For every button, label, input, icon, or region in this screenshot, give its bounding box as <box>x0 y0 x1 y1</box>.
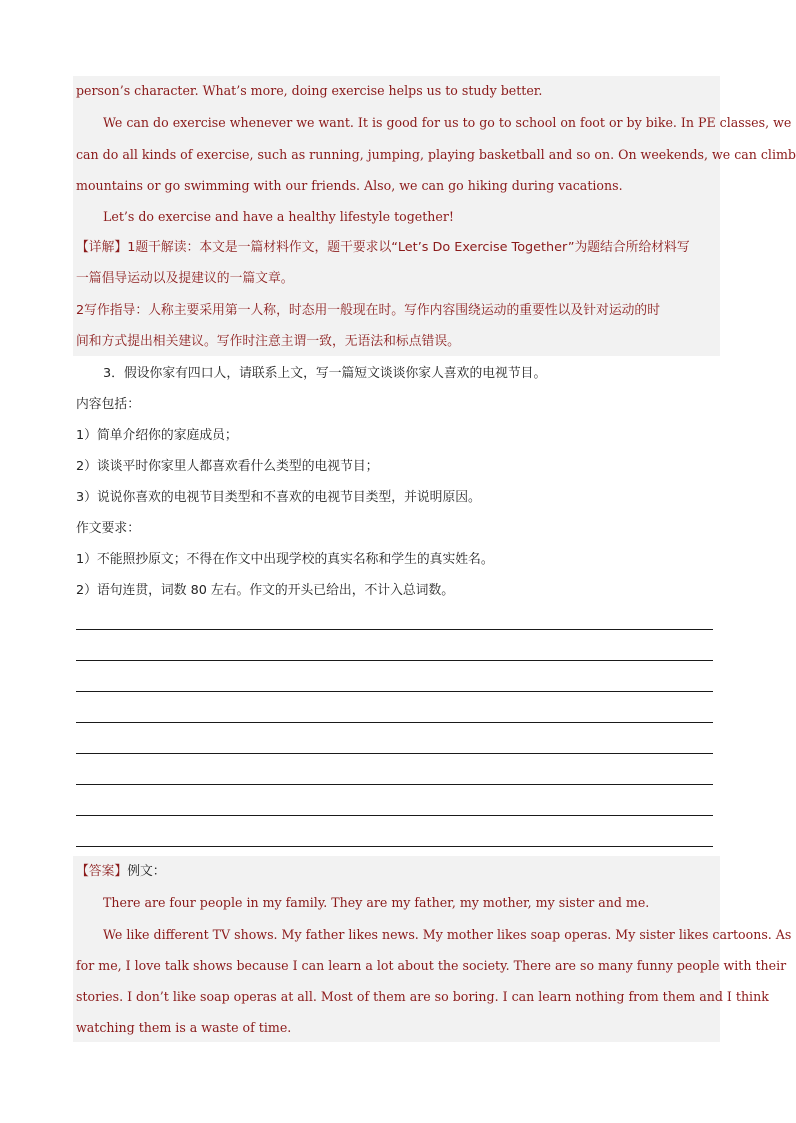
answer-text-line: watching them is a waste of time. <box>76 1020 292 1035</box>
answer-text-line: for me, I love talk shows because I can learn a lot about the society. There are so many funny people with their <box>76 958 787 973</box>
writing-line <box>76 660 713 661</box>
analysis-line: 间和方式提出相关建议。写作时注意主谓一致，无语法和标点错误。 <box>76 334 460 349</box>
answer-header <box>76 862 716 882</box>
answer-text-line: can do all kinds of exercise, such as running, jumping, playing basketball and so on. On weekends, we can climb <box>76 147 796 162</box>
answer-text-line: There are four people in my family. They are my father, my mother, my sister and me. <box>103 895 650 910</box>
writing-line <box>76 753 713 754</box>
content-item: 1）简单介绍你的家庭成员； <box>76 428 238 443</box>
answer-text-line: person’s character. What’s more, doing exercise helps us to study better. <box>76 83 543 98</box>
requirement-item: 1）不能照抄原文；不得在作文中出现学校的真实名称和学生的真实姓名。 <box>76 552 494 567</box>
writing-line <box>76 691 713 692</box>
requirement-item: 2）语句连贯，词数 80 左右。作文的开头已给出，不计入总词数。 <box>76 583 455 598</box>
requirements-label: 作文要求： <box>76 521 140 536</box>
answer-text-line: mountains or go swimming with our friends. Also, we can go hiking during vacations. <box>76 178 623 193</box>
answer-shade-bottom <box>73 856 792 1042</box>
answer-text-line: Let’s do exercise and have a healthy lifestyle together! <box>103 209 454 224</box>
question-prompt: 3．假设你家有四口人，请联系上文，写一篇短文谈谈你家人喜欢的电视节目。 <box>103 366 547 381</box>
content-item: 2）谈谈平时你家里人都喜欢看什么类型的电视节目； <box>76 459 379 474</box>
content-item: 3）说说你喜欢的电视节目类型和不喜欢的电视节目类型，并说明原因。 <box>76 490 481 505</box>
answer-text-line: stories. I don’t like soap operas at all. Most of them are so boring. I can learn nothing from them and I think <box>76 989 769 1004</box>
writing-line <box>76 784 713 785</box>
analysis-line: 【详解】1题干解读：本文是一篇材料作文，题干要求以“Let’s Do Exercise Together”为题结合所给材料写 <box>76 240 690 255</box>
answer-label: 例文： <box>127 864 166 879</box>
answer-tag: 【答案】 <box>76 864 128 879</box>
analysis-tag: 【详解】 <box>76 240 128 255</box>
answer-text-line: We like different TV shows. My father likes news. My mother likes soap operas. My sister likes cartoons. As <box>103 927 792 942</box>
writing-line <box>76 722 713 723</box>
writing-line <box>76 815 713 816</box>
answer-text-line: We can do exercise whenever we want. It is good for us to go to school on foot or by bike. In PE classes, we <box>103 115 792 130</box>
content-label: 内容包括： <box>76 397 140 412</box>
writing-line <box>76 629 713 630</box>
writing-line <box>76 846 713 847</box>
analysis-line: 一篇倡导运动以及提建议的一篇文章。 <box>76 271 294 286</box>
analysis-line: 2写作指导：人称主要采用第一人称，时态用一般现在时。写作内容围绕运动的重要性以及针对运动的时 <box>76 303 661 318</box>
